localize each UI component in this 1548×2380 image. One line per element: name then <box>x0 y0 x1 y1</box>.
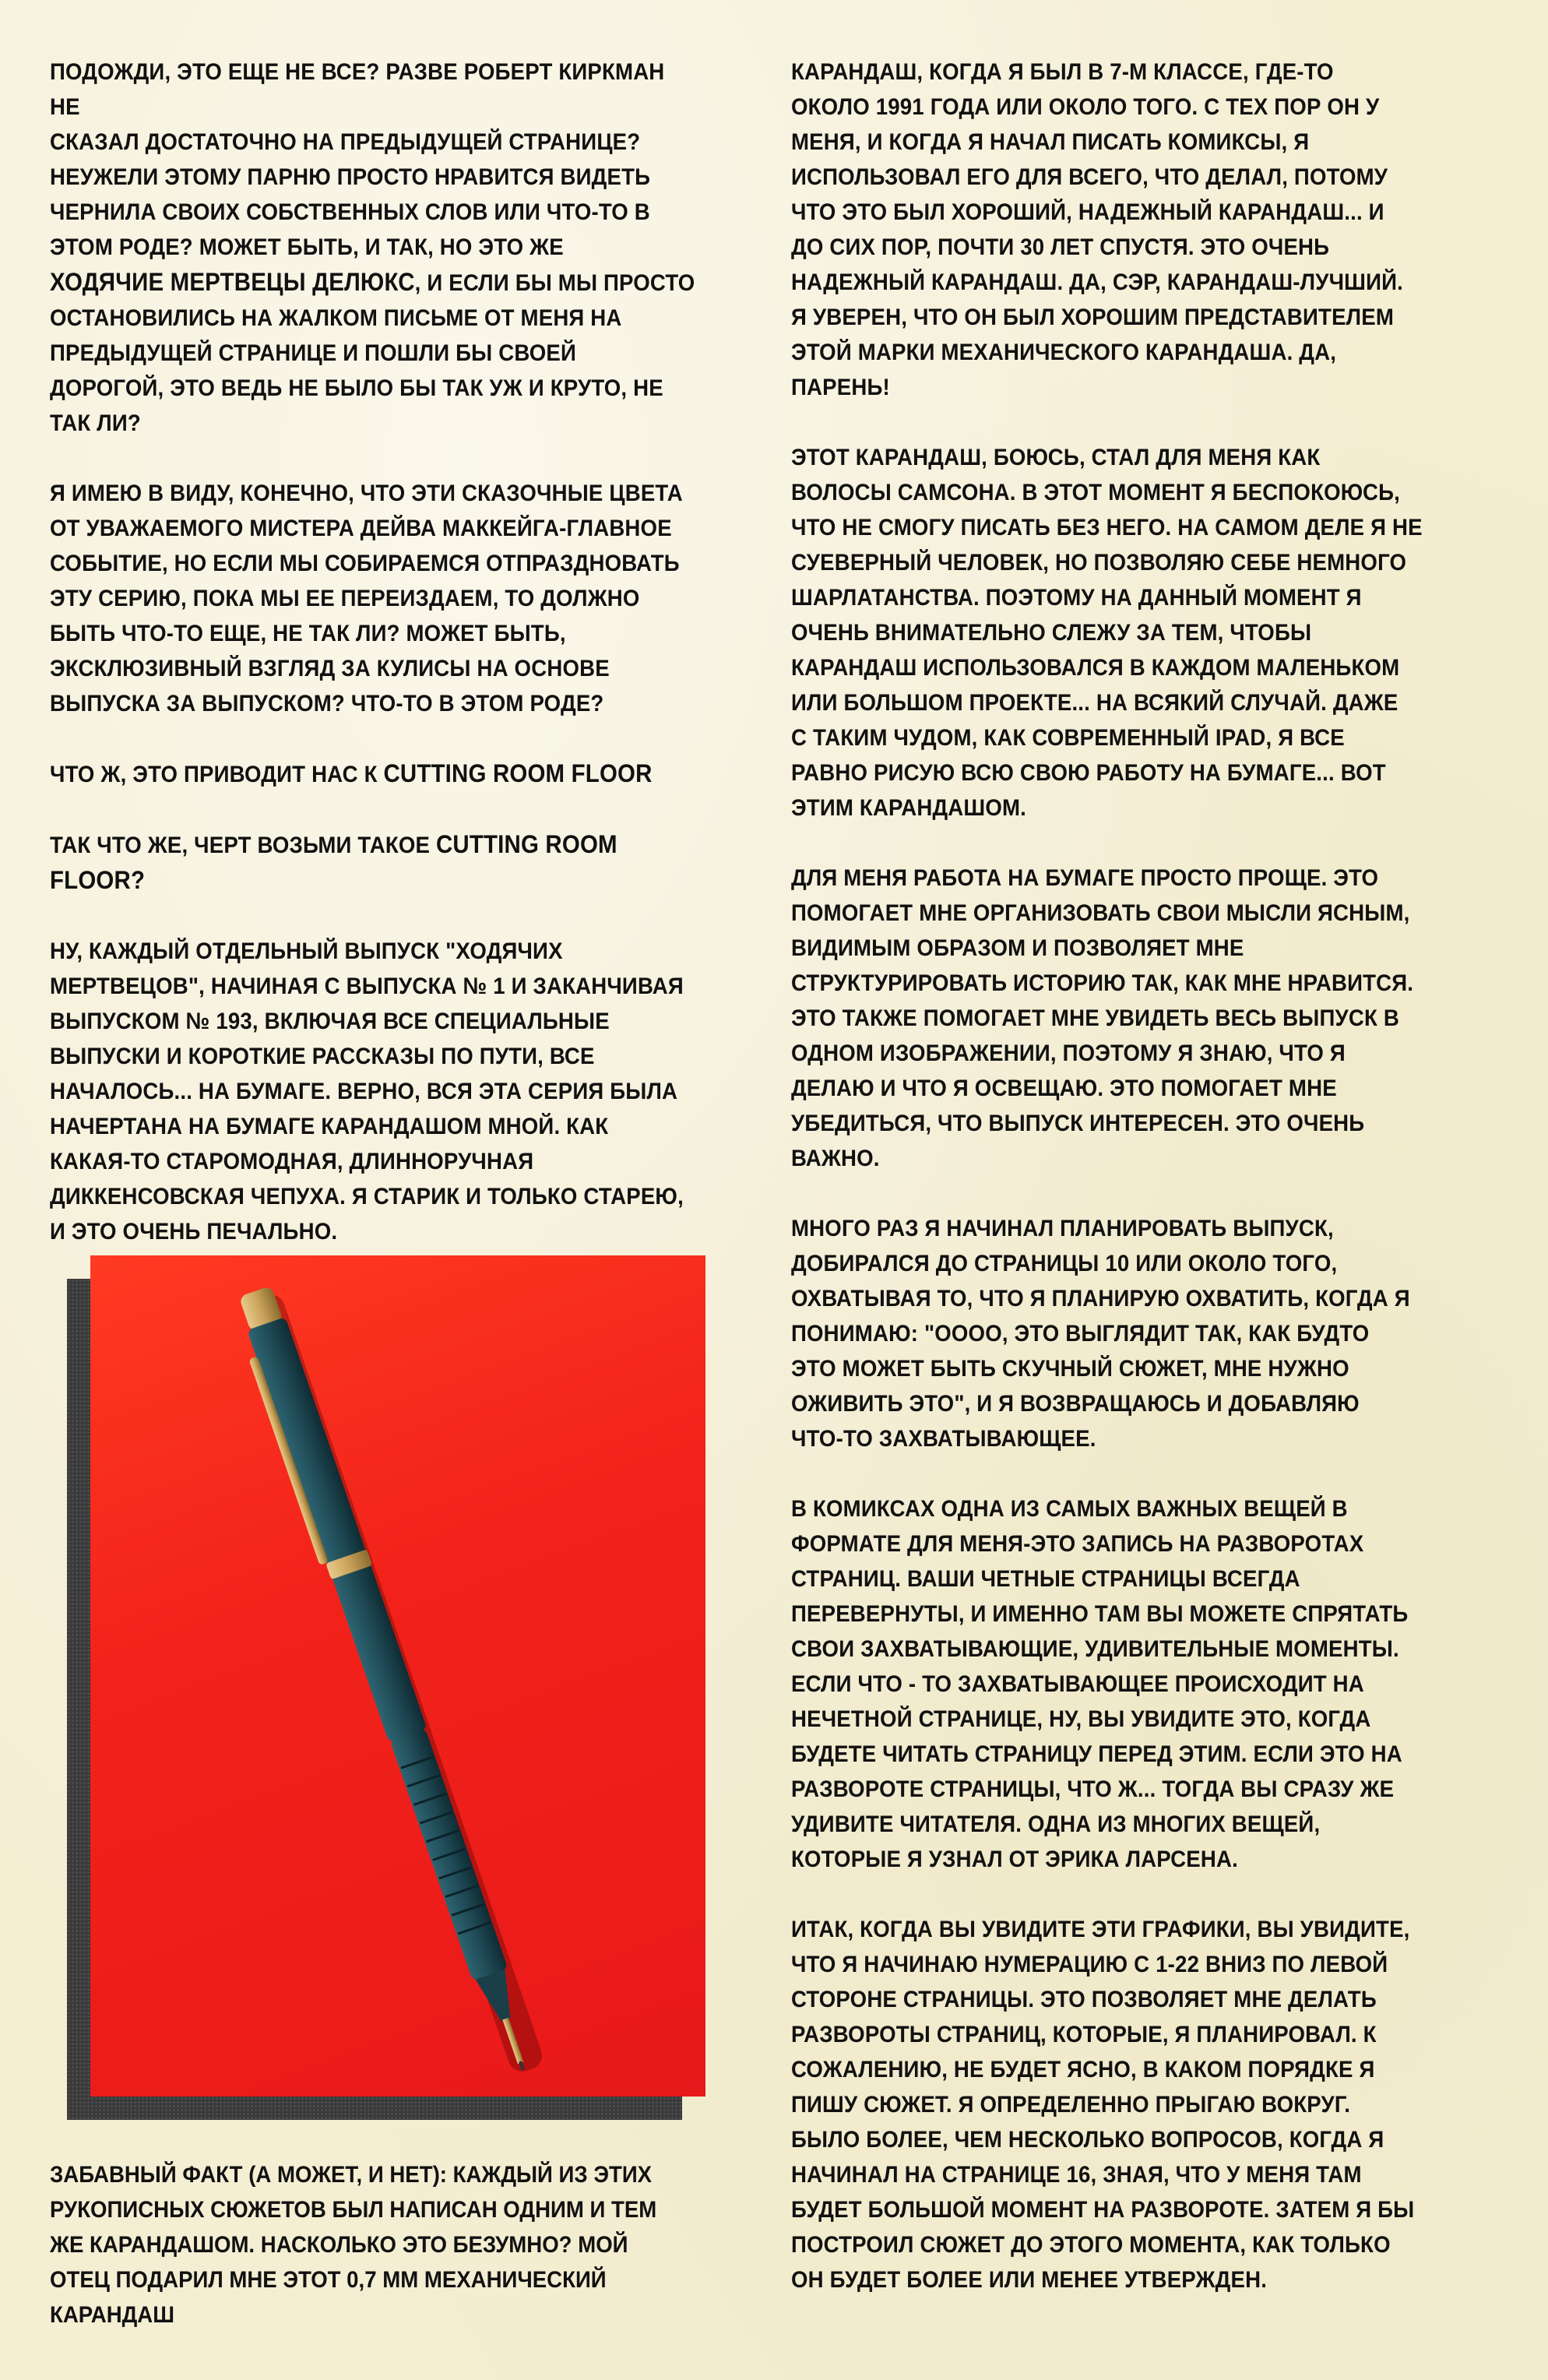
paragraph-pencil-history: КАРАНДАШ, КОГДА Я БЫЛ В 7-М КЛАССЕ, ГДЕ-ТО ОКОЛО 1991 ГОДА ИЛИ ОКОЛО ТОГО. С ТЕХ ПОР ОН У МЕНЯ, И КОГДА Я НАЧАЛ ПИСАТЬ КОМИКСЫ, Я ИСПОЛЬЗОВАЛ ЕГО ДЛЯ ВСЕГО, ЧТО ДЕЛАЛ, ПОТОМУ ЧТО ЭТО БЫЛ ХОРОШИЙ, НАДЕЖНЫЙ КАРАНДАШ... И ДО СИХ ПОР, ПОЧТИ 30 ЛЕТ СПУСТЯ. ЭТО ОЧЕНЬ НАДЕЖНЫЙ КАРАНДАШ. ДА, СЭР, КАРАНДАШ-ЛУЧШИЙ. Я УВЕРЕН, ЧТО ОН БЫЛ ХОРОШИМ ПРЕДСТАВИТЕЛЕМ ЭТОЙ МАРКИ МЕХАНИЧЕСКОГО КАРАНДАША. ДА, ПАРЕНЬ! <box>791 59 1403 400</box>
pencil-photo <box>67 1255 705 2120</box>
paragraph-numbering: ИТАК, КОГДА ВЫ УВИДИТЕ ЭТИ ГРАФИКИ, ВЫ УВИДИТЕ, ЧТО Я НАЧИНАЮ НУМЕРАЦИЮ С 1-22 ВНИЗ ПО ЛЕВОЙ СТОРОНЕ СТРАНИЦЫ. ЭТО ПОЗВОЛЯЕТ МНЕ ДЕЛАТЬ РАЗВОРОТЫ СТРАНИЦ, КОТОРЫЕ, Я ПЛАНИРОВАЛ. К СОЖАЛЕНИЮ, НЕ БУДЕТ ЯСНО, В КАКОМ ПОРЯДКЕ Я ПИШУ СЮЖЕТ. Я ОПРЕДЕЛЕННО ПРЫГАЮ ВОКРУГ. БЫЛО БОЛЕЕ, ЧЕМ НЕСКОЛЬКО ВОПРОСОВ, КОГДА Я НАЧИНАЛ НА СТРАНИЦЕ 16, ЗНАЯ, ЧТО У МЕНЯ ТАМ БУДЕТ БОЛЬШОЙ МОМЕНТ НА РАЗВОРОТЕ. ЗАТЕМ Я БЫ ПОСТРОИЛ СЮЖЕТ ДО ЭТОГО МОМЕНТА, КАК ТОЛЬКО ОН БУДЕТ БОЛЕЕ ИЛИ МЕНЕЕ УТВЕРЖДЕН. <box>791 1917 1415 2293</box>
paragraph-question-text: ТАК ЧТО ЖЕ, ЧЕРТ ВОЗЬМИ ТАКОЕ <box>50 833 436 858</box>
right-column <box>791 55 1462 2297</box>
paragraph-paper: ДЛЯ МЕНЯ РАБОТА НА БУМАГЕ ПРОСТО ПРОЩЕ. ЭТО ПОМОГАЕТ МНЕ ОРГАНИЗОВАТЬ СВОИ МЫСЛИ ЯСНЫМ, ВИДИМЫМ ОБРАЗОМ И ПОЗВОЛЯЕТ МНЕ СТРУКТУРИРОВАТЬ ИСТОРИЮ ТАК, КАК МНЕ НРАВИТСЯ. ЭТО ТАКЖЕ ПОМОГАЕТ МНЕ УВИДЕТЬ ВЕСЬ ВЫПУСК В ОДНОМ ИЗОБРАЖЕНИИ, ПОЭТОМУ Я ЗНАЮ, ЧТО Я ДЕЛАЮ И ЧТО Я ОСВЕЩАЮ. ЭТО ПОМОГАЕТ МНЕ УБЕДИТЬСЯ, ЧТО ВЫПУСК ИНТЕРЕСЕН. ЭТО ОЧЕНЬ ВАЖНО. <box>791 865 1414 1171</box>
paragraph-question <box>50 827 698 899</box>
paragraph-intro-part1: ПОДОЖДИ, ЭТО ЕЩЕ НЕ ВСЕ? РАЗВЕ РОБЕРТ КИРКМАН НЕ СКАЗАЛ ДОСТАТОЧНО НА ПРЕДЫДУЩЕЙ СТРАНИЦЕ? НЕУЖЕЛИ ЭТОМУ ПАРНЮ ПРОСТО НРАВИТСЯ ВИДЕТЬ ЧЕРНИЛА СВОИХ СОБСТВЕННЫХ СЛОВ ИЛИ ЧТО-ТО В ЭТОМ РОДЕ? МОЖЕТ БЫТЬ, И ТАК, НО ЭТО ЖЕ <box>50 59 665 260</box>
paragraph-colors: Я ИМЕЮ В ВИДУ, КОНЕЧНО, ЧТО ЭТИ СКАЗОЧНЫЕ ЦВЕТА ОТ УВАЖАЕМОГО МИСТЕРА ДЕЙВА МАККЕЙГА-ГЛАВНОЕ СОБЫТИЕ, НО ЕСЛИ МЫ СОБИРАЕМСЯ ОТПРАЗДНОВАТЬ ЭТУ СЕРИЮ, ПОКА МЫ ЕЕ ПЕРЕИЗДАЕМ, ТО ДОЛЖНО БЫТЬ ЧТО-ТО ЕЩЕ, НЕ ТАК ЛИ? МОЖЕТ БЫТЬ, ЭКСКЛЮЗИВНЫЙ ВЗГЛЯД ЗА КУЛИСЫ НА ОСНОВЕ ВЫПУСКА ЗА ВЫПУСКОМ? ЧТО-ТО В ЭТОМ РОДЕ? <box>50 481 683 716</box>
paragraph-intro <box>50 55 698 441</box>
mechanical-pencil-icon <box>90 1255 705 2097</box>
paragraph-cutting-room <box>50 756 698 792</box>
paragraph-planning: МНОГО РАЗ Я НАЧИНАЛ ПЛАНИРОВАТЬ ВЫПУСК, ДОБИРАЛСЯ ДО СТРАНИЦЫ 10 ИЛИ ОКОЛО ТОГО, ОХВАТЫВАЯ ТО, ЧТО Я ПЛАНИРУЮ ОХВАТИТЬ, КОГДА Я ПОНИМАЮ: "ОООО, ЭТО ВЫГЛЯДИТ ТАК, КАК БУДТО ЭТО МОЖЕТ БЫТЬ СКУЧНЫЙ СЮЖЕТ, МНЕ НУЖНО ОЖИВИТЬ ЭТО", И Я ВОЗВРАЩАЮСЬ И ДОБАВЛЯЮ ЧТО-ТО ЗАХВАТЫВАЮЩЕЕ. <box>791 1216 1410 1452</box>
left-column <box>50 55 698 1249</box>
paragraph-intro-part2: , И ЕСЛИ БЫ МЫ ПРОСТО ОСТАНОВИЛИСЬ НА ЖАЛКОМ ПИСЬМЕ ОТ МЕНЯ НА ПРЕДЫДУЩЕЙ СТРАНИЦЕ И ПОШЛИ БЫ СВОЕЙ ДОРОГОЙ, ЭТО ВЕДЬ НЕ БЫЛО БЫ ТАК УЖ И КРУТО, НЕ ТАК ЛИ? <box>50 270 695 436</box>
deluxe-title: ХОДЯЧИЕ МЕРТВЕЦЫ ДЕЛЮКС <box>50 268 415 296</box>
paragraph-samson: ЭТОТ КАРАНДАШ, БОЮСЬ, СТАЛ ДЛЯ МЕНЯ КАК ВОЛОСЫ САМСОНА. В ЭТОТ МОМЕНТ Я БЕСПОКОЮСЬ, ЧТО НЕ СМОГУ ПИСАТЬ БЕЗ НЕГО. НА САМОМ ДЕЛЕ Я НЕ СУЕВЕРНЫЙ ЧЕЛОВЕК, НО ПОЗВОЛЯЮ СЕБЕ НЕМНОГО ШАРЛАТАНСТВА. ПОЭТОМУ НА ДАННЫЙ МОМЕНТ Я ОЧЕНЬ ВНИМАТЕЛЬНО СЛЕЖУ ЗА ТЕМ, ЧТОБЫ КАРАНДАШ ИСПОЛЬЗОВАЛСЯ В КАЖДОМ МАЛЕНЬКОМ ИЛИ БОЛЬШОМ ПРОЕКТЕ... НА ВСЯКИЙ СЛУЧАЙ. ДАЖЕ С ТАКИМ ЧУДОМ, КАК СОВРЕМЕННЫЙ IPAD, Я ВСЕ РАВНО РИСУЮ ВСЮ СВОЮ РАБОТУ НА БУМАГЕ... ВОТ ЭТИМ КАРАНДАШОМ. <box>791 445 1423 821</box>
paragraph-cutting-room-text: ЧТО Ж, ЭТО ПРИВОДИТ НАС К <box>50 762 384 787</box>
fun-fact-caption: ЗАБАВНЫЙ ФАКТ (А МОЖЕТ, И НЕТ): КАЖДЫЙ ИЗ ЭТИХ РУКОПИСНЫХ СЮЖЕТОВ БЫЛ НАПИСАН ОДНИМ И ТЕМ ЖЕ КАРАНДАШОМ. НАСКОЛЬКО ЭТО БЕЗУМНО? МОЙ ОТЕЦ ПОДАРИЛ МНЕ ЭТОТ 0,7 ММ МЕХАНИЧЕСКИЙ КАРАНДАШ <box>50 2162 657 2328</box>
cutting-room-floor-title: CUTTING ROOM FLOOR <box>383 759 653 787</box>
paragraph-issues: НУ, КАЖДЫЙ ОТДЕЛЬНЫЙ ВЫПУСК "ХОДЯЧИХ МЕРТВЕЦОВ", НАЧИНАЯ С ВЫПУСКА № 1 И ЗАКАНЧИВАЯ ВЫПУСКОМ № 193, ВКЛЮЧАЯ ВСЕ СПЕЦИАЛЬНЫЕ ВЫПУСКИ И КОРОТКИЕ РАССКАЗЫ ПО ПУТИ, ВСЕ НАЧАЛОСЬ... НА БУМАГЕ. ВЕРНО, ВСЯ ЭТА СЕРИЯ БЫЛА НАЧЕРТАНА НА БУМАГЕ КАРАНДАШОМ МНОЙ. КАК КАКАЯ-ТО СТАРОМОДНАЯ, ДЛИННОРУЧНАЯ ДИККЕНСОВСКАЯ ЧЕПУХА. Я СТАРИК И ТОЛЬКО СТАРЕЮ, И ЭТО ОЧЕНЬ ПЕЧАЛЬНО. <box>50 938 684 1245</box>
cutting-room-floor-question: CUTTING ROOM FLOOR? <box>50 830 617 894</box>
paragraph-spreads: В КОМИКСАХ ОДНА ИЗ САМЫХ ВАЖНЫХ ВЕЩЕЙ В ФОРМАТЕ ДЛЯ МЕНЯ-ЭТО ЗАПИСЬ НА РАЗВОРОТАХ СТРАНИЦ. ВАШИ ЧЕТНЫЕ СТРАНИЦЫ ВСЕГДА ПЕРЕВЕРНУТЫ, И ИМЕННО ТАМ ВЫ МОЖЕТЕ СПРЯТАТЬ СВОИ ЗАХВАТЫВАЮЩИЕ, УДИВИТЕЛЬНЫЕ МОМЕНТЫ. ЕСЛИ ЧТО - ТО ЗАХВАТЫВАЮЩЕЕ ПРОИСХОДИТ НА НЕЧЕТНОЙ СТРАНИЦЕ, НУ, ВЫ УВИДИТЕ ЭТО, КОГДА БУДЕТЕ ЧИТАТЬ СТРАНИЦУ ПЕРЕД ЭТИМ. ЕСЛИ ЭТО НА РАЗВОРОТЕ СТРАНИЦЫ, ЧТО Ж... ТОГДА ВЫ СРАЗУ ЖЕ УДИВИТЕ ЧИТАТЕЛЯ. ОДНА ИЗ МНОГИХ ВЕЩЕЙ, КОТОРЫЕ Я УЗНАЛ ОТ ЭРИКА ЛАРСЕНА. <box>791 1496 1409 1872</box>
